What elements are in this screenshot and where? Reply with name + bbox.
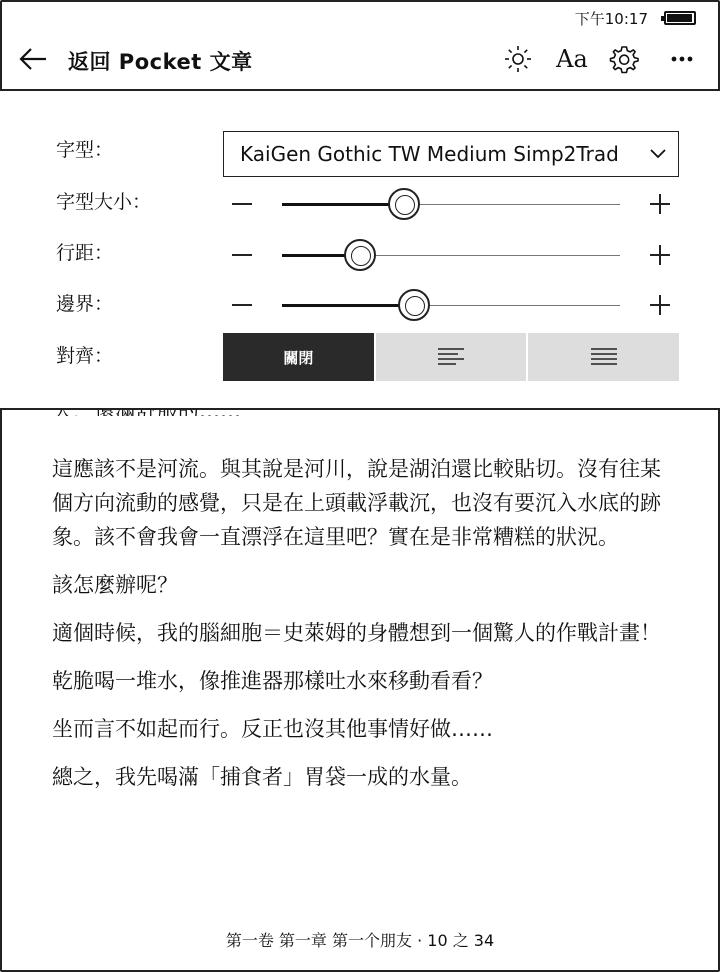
minus-icon: [232, 203, 252, 205]
font-size-decrease-button[interactable]: [226, 192, 258, 216]
line-spacing-slider-handle[interactable]: [344, 239, 376, 271]
battery-icon: [664, 11, 696, 25]
line-spacing-increase-button[interactable]: [650, 245, 670, 265]
paragraph: 總之，我先喝滿「捕食者」胃袋一成的水量。: [52, 765, 472, 789]
alignment-off-button[interactable]: [223, 333, 374, 381]
alignment-selector: [223, 333, 679, 381]
margins-slider-fill: [282, 304, 414, 307]
paragraph: 該怎麼辦呢？: [52, 573, 178, 597]
line-spacing-label: 行距：: [56, 242, 114, 264]
gear-icon[interactable]: [606, 42, 642, 76]
status-bar: [575, 8, 696, 28]
margins-decrease-button[interactable]: [226, 293, 258, 317]
paragraph: 坐而言不如起而行。反正也沒其他事情好做……: [52, 717, 493, 741]
minus-icon: [232, 254, 252, 256]
font-size-increase-button[interactable]: [650, 194, 670, 214]
font-dropdown-value: KaiGen Gothic TW Medium Simp2Trad: [240, 142, 619, 166]
font-label: 字型：: [56, 139, 114, 161]
margins-label: 邊界：: [56, 293, 114, 315]
left-align-button[interactable]: [376, 333, 527, 381]
justify-icon: [591, 347, 617, 367]
font-size-label: 字型大小：: [56, 191, 152, 213]
font-size-slider-handle[interactable]: [388, 188, 420, 220]
clock: 下午10:17: [574, 9, 648, 28]
brightness-icon[interactable]: [500, 42, 536, 76]
font-size-slider-fill: [282, 203, 404, 206]
alignment-label: 對齊：: [56, 345, 114, 367]
left-align-icon: [438, 347, 464, 367]
margins-increase-button[interactable]: [650, 295, 670, 315]
more-icon[interactable]: [664, 42, 700, 76]
margins-slider-handle[interactable]: [398, 289, 430, 321]
back-arrow-icon[interactable]: [18, 46, 48, 72]
chapter-progress: 第一卷 第一章 第一个朋友 · 10 之 34: [225, 931, 495, 950]
font-size-slider[interactable]: [282, 204, 620, 205]
line-spacing-decrease-button[interactable]: [226, 243, 258, 267]
font-dropdown[interactable]: [223, 131, 679, 177]
paragraph: 這應該不是河流。與其說是河川，說是湖泊還比較貼切。沒有往某個方向流動的感覺，只是在上頭載浮載沉，也沒有要沉入水底的跡象。該不會我會一直漂浮在這里吧？實在是非常糟糕的狀況。: [52, 457, 661, 549]
back-button-label[interactable]: 返回 Pocket 文章: [68, 50, 253, 74]
paragraph: 適個時候，我的腦細胞＝史萊姆的身體想到一個驚人的作戰計畫！: [52, 621, 661, 645]
font-icon-label: Aa: [556, 45, 588, 73]
chevron-down-icon: [638, 149, 678, 159]
paragraph: 乾脆喝一堆水，像推進器那樣吐水來移動看看？: [52, 669, 493, 693]
font-icon[interactable]: [552, 42, 592, 76]
book-text: [52, 412, 672, 808]
margins-slider[interactable]: [282, 305, 620, 306]
reader-header: [0, 38, 720, 82]
alignment-off-label: 關閉: [283, 348, 314, 367]
line-spacing-slider[interactable]: [282, 255, 620, 256]
justify-button[interactable]: [528, 333, 679, 381]
typography-settings-panel: [0, 91, 720, 410]
minus-icon: [232, 304, 252, 306]
